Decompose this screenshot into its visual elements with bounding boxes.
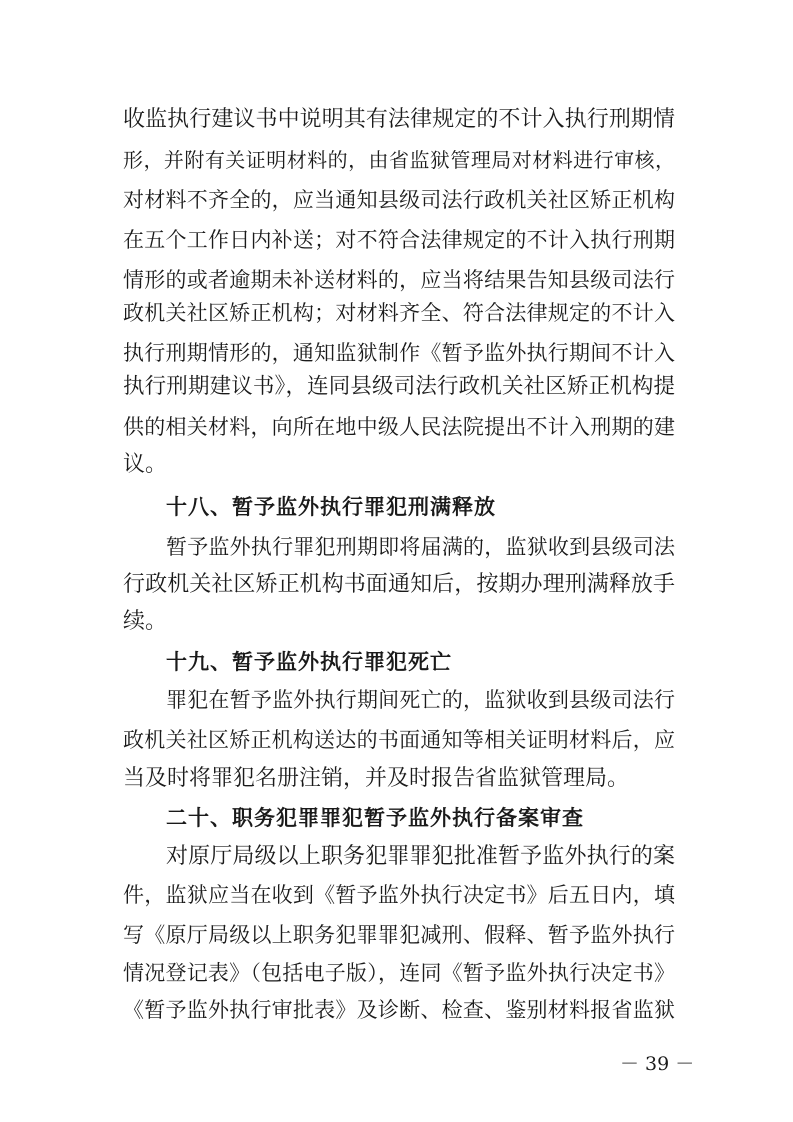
paragraph-line: 续。: [123, 609, 168, 634]
paragraph-line: 暂予监外执行罪犯刑期即将届满的，监狱收到县级司法: [166, 535, 675, 559]
paragraph-line: 情况登记表》（包括电子版），连同《暂予监外执行决定书》: [123, 961, 675, 985]
paragraph-line: 收监执行建议书中说明其有法律规定的不计入执行刑期情: [123, 107, 675, 132]
page-number: － 39 －: [620, 1053, 695, 1075]
paragraph-line: 罪犯在暂予监外执行期间死亡的，监狱收到县级司法行: [166, 688, 675, 712]
paragraph-line: 对原厅局级以上职务犯罪罪犯批准暂予监外执行的案: [166, 844, 675, 869]
paragraph-line: 情形的或者逾期未补送材料的，应当将结果告知县级司法行: [123, 268, 675, 292]
section-heading: 十八、暂予监外执行罪犯刑满释放: [166, 495, 496, 519]
paragraph-line: 《暂予监外执行审批表》及诊断、检查、鉴别材料报省监狱: [123, 998, 675, 1022]
paragraph-line: 行政机关社区矫正机构书面通知后，按期办理刑满释放手: [123, 572, 675, 597]
paragraph-line: 政机关社区矫正机构送达的书面通知等相关证明材料后，应: [123, 728, 675, 752]
paragraph-line: 供的相关材料，向所在地中级人民法院提出不计入刑期的建: [123, 415, 675, 439]
paragraph-line: 议。: [123, 452, 168, 477]
paragraph-line: 政机关社区矫正机构；对材料齐全、符合法律规定的不计入: [123, 301, 675, 325]
paragraph-line: 执行刑期情形的，通知监狱制作《暂予监外执行期间不计入: [123, 341, 675, 365]
paragraph-line: 当及时将罪犯名册注销，并及时报告省监狱管理局。: [123, 766, 630, 791]
section-heading: 二十、职务犯罪罪犯暂予监外执行备案审查: [166, 806, 584, 830]
paragraph-line: 在五个工作日内补送；对不符合法律规定的不计入执行刑期: [123, 228, 675, 252]
paragraph-line: 执行刑期建议书》，连同县级司法行政机关社区矫正机构提: [123, 374, 675, 399]
paragraph-line: 件，监狱应当在收到《暂予监外执行决定书》后五日内，填: [123, 883, 675, 907]
paragraph-line: 对材料不齐全的，应当通知县级司法行政机关社区矫正机构: [123, 188, 675, 212]
paragraph-line: 写《原厅局级以上职务犯罪罪犯减刑、假释、暂予监外执行: [123, 923, 675, 947]
section-heading: 十九、暂予监外执行罪犯死亡: [166, 650, 452, 674]
paragraph-line: 形，并附有关证明材料的，由省监狱管理局对材料进行审核，: [123, 148, 675, 172]
